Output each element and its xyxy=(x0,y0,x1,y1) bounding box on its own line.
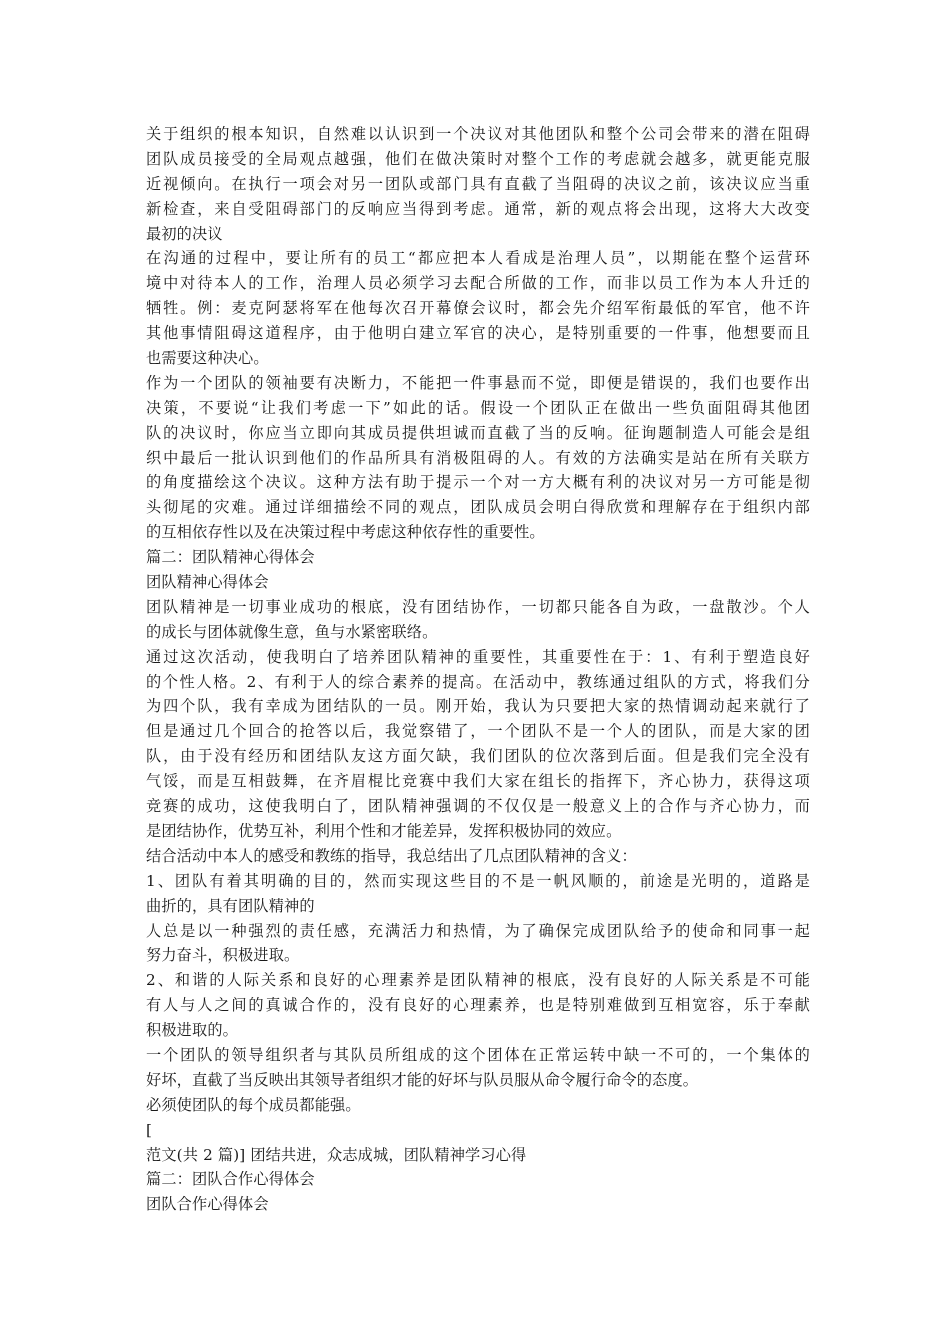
text-line: 团队合作心得体会 xyxy=(146,1195,269,1214)
text-line: 结合活动中本人的感受和教练的指导，我总结出了几点团队精神的含义： xyxy=(146,846,637,865)
text-line: 关于组织的根本知识，自然难以认识到一个决议对其他团队和整个公司会带来的潜在阻碍 xyxy=(146,125,810,143)
text-line: 通过这次活动，使我明白了培养团队精神的重要性，其重要性在于：1、有利于塑造良好 xyxy=(146,647,810,666)
text-line: 决策，不要说“让我们考虑一下”如此的话。假设一个团队正在做出一些负面阻碍其他团 xyxy=(146,398,810,417)
text-line: 但是通过几个回合的抢答以后，我觉察错了，一个团队不是一个人的团队，而是大家的团 xyxy=(146,722,810,741)
text-line: 最初的决议 xyxy=(146,224,223,243)
text-line: 境中对待本人的工作，治理人员必须学习去配合所做的工作，而非以员工作为本人升迁的 xyxy=(146,274,810,293)
text-line: 是团结协作，优势互补，利用个性和才能差异，发挥积极协同的效应。 xyxy=(146,821,622,840)
text-line: 的个性人格。2、有利于人的综合素养的提高。在活动中，教练通过组队的方式，将我们分 xyxy=(146,672,810,691)
text-line: 一个团队的领导组织者与其队员所组成的这个团体在正常运转中缺一不可的，一个集体的 xyxy=(146,1045,810,1064)
text-line: 在沟通的过程中，要让所有的员工“都应把本人看成是治理人员”，以期能在整个运营环 xyxy=(146,249,810,268)
text-line: 近视倾向。在执行一项会对另一团队或部门具有直截了当阻碍的决议之前，该决议应当重 xyxy=(146,174,810,193)
text-line: 团队精神心得体会 xyxy=(146,573,269,592)
text-line: 也需要这种决心。 xyxy=(146,349,269,368)
text-line: 努力奋斗，积极进取。 xyxy=(146,946,300,965)
text-line: 竞赛的成功，这使我明白了，团队精神强调的不仅仅是一般意义上的合作与齐心协力，而 xyxy=(146,797,810,816)
text-line: 人总是以一种强烈的责任感，充满活力和热情，为了确保完成团队给予的使命和同事一起 xyxy=(146,921,810,940)
text-line: 团队成员接受的全局观点越强，他们在做决策时对整个工作的考虑就会越多，就更能克服 xyxy=(146,149,810,168)
text-line: 的成长与团体就像生意，鱼与水紧密联络。 xyxy=(146,622,438,641)
text-line: 篇二：团队合作心得体会 xyxy=(146,1170,315,1189)
text-line: 必须使团队的每个成员都能强。 xyxy=(146,1095,361,1114)
text-line: 范文(共 2 篇)] 团结共进，众志成城，团队精神学习心得 xyxy=(146,1145,527,1164)
text-line: 团队精神是一切事业成功的根底，没有团结协作，一切都只能各自为政，一盘散沙。个人 xyxy=(146,597,810,616)
text-line: 队，由于没有经历和团结队友这方面欠缺，我们团队的位次落到后面。但是我们完全没有 xyxy=(146,747,810,766)
text-line: 积极进取的。 xyxy=(146,1021,239,1040)
text-line: [ xyxy=(146,1120,153,1139)
text-line: 作为一个团队的领袖要有决断力，不能把一件事悬而不觉，即便是错误的，我们也要作出 xyxy=(146,373,810,392)
text-line: 1、团队有着其明确的目的，然而实现这些目的不是一帆风顺的，前途是光明的，道路是 xyxy=(146,871,810,890)
text-line: 新检查，来自受阻碍部门的反响应当得到考虑。通常，新的观点将会出现，这将大大改变 xyxy=(146,199,810,218)
text-line: 织中最后一批认识到他们的作品所具有消极阻碍的人。有效的方法确实是站在所有关联方 xyxy=(146,448,810,467)
text-line: 的互相依存性以及在决策过程中考虑这种依存性的重要性。 xyxy=(146,523,545,542)
text-line: 曲折的，具有团队精神的 xyxy=(146,896,315,915)
text-line: 其他事情阻碍这道程序，由于他明白建立军官的决心，是特别重要的一件事，他想要而且 xyxy=(146,324,810,343)
text-line: 队的决议时，你应当立即向其成员提供坦诚而直截了当的反响。征询题制造人可能会是组 xyxy=(146,423,810,442)
text-line: 2、和谐的人际关系和良好的心理素养是团队精神的根底，没有良好的人际关系是不可能 xyxy=(146,971,810,990)
text-line: 篇二：团队精神心得体会 xyxy=(146,548,315,567)
text-line: 有人与人之间的真诚合作的，没有良好的心理素养，也是特别难做到互相宽容，乐于奉献 xyxy=(146,996,810,1015)
text-line: 为四个队，我有幸成为团结队的一员。刚开始，我认为只要把大家的热情调动起来就行了 xyxy=(146,697,810,716)
text-line: 气馁，而是互相鼓舞，在齐眉棍比竞赛中我们大家在组长的指挥下，齐心协力，获得这项 xyxy=(146,772,810,791)
text-line: 的角度描绘这个决议。这种方法有助于提示一个对一方大概有利的决议对另一方可能是彻 xyxy=(146,473,810,492)
text-line: 牺牲。例：麦克阿瑟将军在他每次召开幕僚会议时，都会先介绍军衔最低的军官，他不许 xyxy=(146,299,810,318)
document-page xyxy=(146,122,810,1217)
text-line: 头彻尾的灾难。通过详细描绘不同的观点，团队成员会明白得欣赏和理解存在于组织内部 xyxy=(146,498,810,517)
text-line: 好坏，直截了当反映出其领导者组织才能的好坏与队员服从命令履行命令的态度。 xyxy=(146,1070,699,1089)
